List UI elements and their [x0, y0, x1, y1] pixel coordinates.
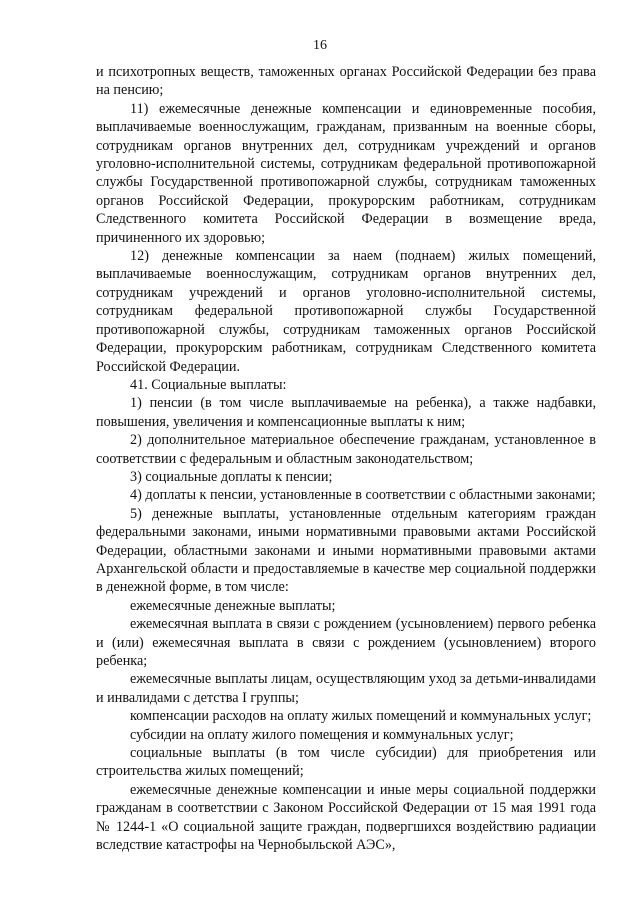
paragraph: и психотропных веществ, таможенных органах Российской Федерации без права на пенсию; — [96, 64, 596, 99]
document-body — [96, 63, 596, 854]
paragraph: 41. Социальные выплаты: — [130, 376, 287, 393]
paragraph: ежемесячные денежные выплаты; — [130, 597, 336, 614]
paragraph: ежемесячная выплата в связи с рождением (усыновлением) первого ребенка и (или) ежемесячная выплата в связи с рождением (усыновлением) второго ребенка; — [96, 616, 596, 669]
page-number: 16 — [313, 38, 327, 53]
paragraph: 4) доплаты к пенсии, установленные в соответствии с областными законами; — [130, 487, 596, 504]
paragraph: ежемесячные выплаты лицам, осуществляющим уход за детьми-инвалидами и инвалидами с детства I группы; — [96, 671, 596, 706]
paragraph: 5) денежные выплаты, установленные отдельным категориям граждан федеральными законами, иными нормативными правовыми актами Российской Федерации, областными законами и иными нормативными правовыми актами Архангельской области и предоставляемые в качестве мер социальной поддержки в денежной форме, в том числе: — [96, 505, 596, 596]
paragraph: 11) ежемесячные денежные компенсации и единовременные пособия, выплачиваемые военнослужащим, гражданам, призванным на военные сборы, сотрудникам органов внутренних дел, сотрудникам учреждений и органов уголовно-исполнительной системы, сотрудникам федеральной противопожарной службы Государственной противопожарной службы, сотрудникам таможенных органов Российской Федерации, прокурорским работникам, сотрудникам Следственного комитета Российской Федерации в возмещение вреда, причиненного их здоровью; — [96, 100, 596, 246]
paragraph: ежемесячные денежные компенсации и иные меры социальной поддержки гражданам в соответствии с Законом Российской Федерации от 15 мая 1991 года № 1244-1 «О социальной защите граждан, подвергшихся воздействию радиации вследствие катастрофы на Чернобыльской АЭС», — [96, 781, 596, 854]
paragraph: социальные выплаты (в том числе субсидии) для приобретения или строительства жилых помещений; — [96, 745, 596, 780]
paragraph: 3) социальные доплаты к пенсии; — [130, 468, 333, 485]
paragraph: 1) пенсии (в том числе выплачиваемые на ребенка), а также надбавки, повышения, увеличения и компенсационные выплаты к ним; — [96, 395, 596, 430]
paragraph: 2) дополнительное материальное обеспечение гражданам, установленное в соответствии с федеральным и областным законодательством; — [96, 432, 596, 467]
paragraph: компенсации расходов на оплату жилых помещений и коммунальных услуг; — [130, 708, 592, 725]
paragraph: субсидии на оплату жилого помещения и коммунальных услуг; — [130, 726, 514, 743]
paragraph: 12) денежные компенсации за наем (поднаем) жилых помещений, выплачиваемые военнослужащим, сотрудникам органов внутренних дел, сотрудникам учреждений и органов уголовно-исполнительной системы, сотрудникам федеральной противопожарной службы Государственной противопожарной службы, сотрудникам таможенных органов Российской Федерации, прокурорским работникам, сотрудникам Следственного комитета Российской Федерации. — [96, 248, 596, 375]
